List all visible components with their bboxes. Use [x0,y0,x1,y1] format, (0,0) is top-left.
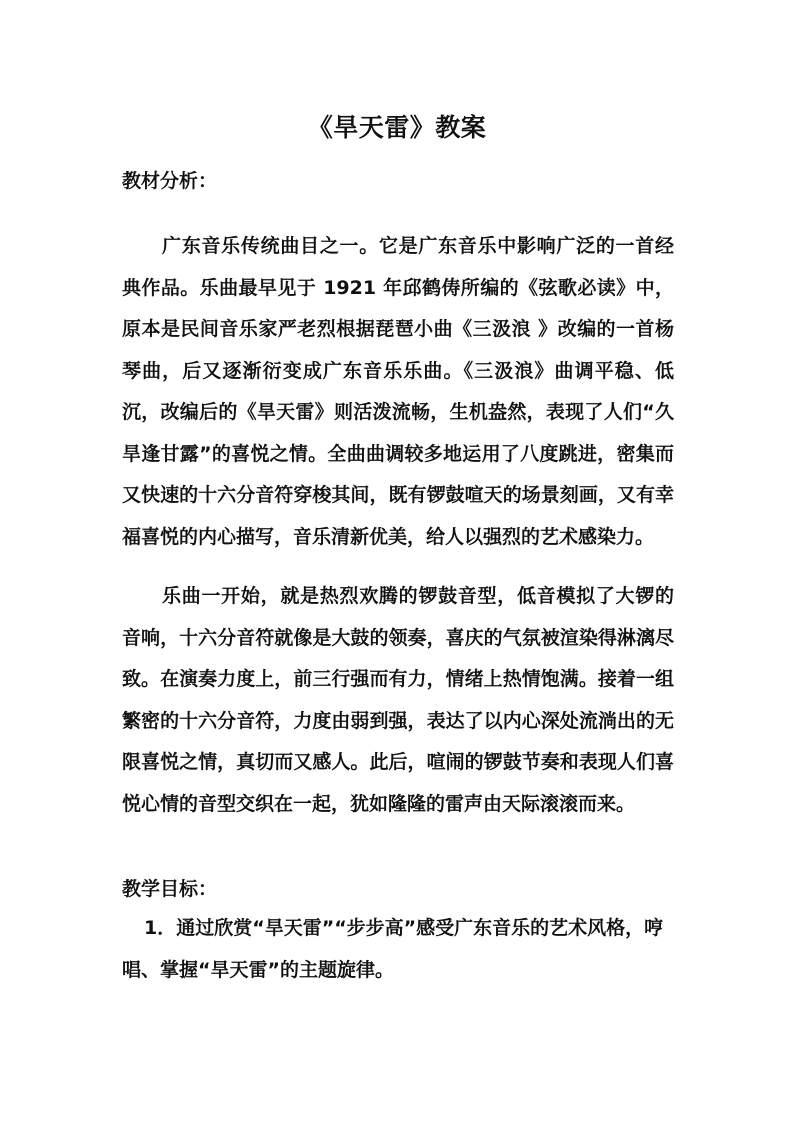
section-heading-analysis: 教材分析： [122,170,218,192]
section-heading-goals: 教学目标： [122,878,218,900]
page-title: 《旱天雷》教案 [307,113,487,142]
analysis-paragraph-1: 广东音乐传统曲目之一。它是广东音乐中影响广泛的一首经典作品。乐曲最早见于 1921 年邱鹤俦所编的《弦歌必读》中，原本是民间音乐家严老烈根据琵琶小曲《三汲浪 》改编的一首杨琴曲，后又逐渐衍变成广东音乐乐曲。《三汲浪》曲调平稳、低沉，改编后的《旱天雷》则活泼流畅，生机盎然，表现了人们“久旱逢甘露”的喜悦之情。全曲曲调较多地运用了八度跳进，密集而又快速的十六分音符穿梭其间，既有锣鼓喧天的场景刻画，又有幸福喜悦的内心描写，音乐清新优美，给人以强烈的艺术感染力。 [122,235,674,548]
analysis-paragraph-2: 乐曲一开始，就是热烈欢腾的锣鼓音型，低音模拟了大锣的音响，十六分音符就像是大鼓的领奏，喜庆的气氛被渲染得淋漓尽致。在演奏力度上，前三行强而有力，情绪上热情饱满。接着一组繁密的十六分音符，力度由弱到强，表达了以内心深处流淌出的无限喜悦之情，真切而又感人。此后，喧闹的锣鼓节奏和表现人们喜悦心情的音型交织在一起，犹如隆隆的雷声由天际滚滚而来。 [122,585,674,815]
goal-item-1: 1．通过欣赏“旱天雷”“步步高”感受广东音乐的艺术风格，哼唱、掌握“旱天雷”的主题旋律。 [122,917,664,981]
